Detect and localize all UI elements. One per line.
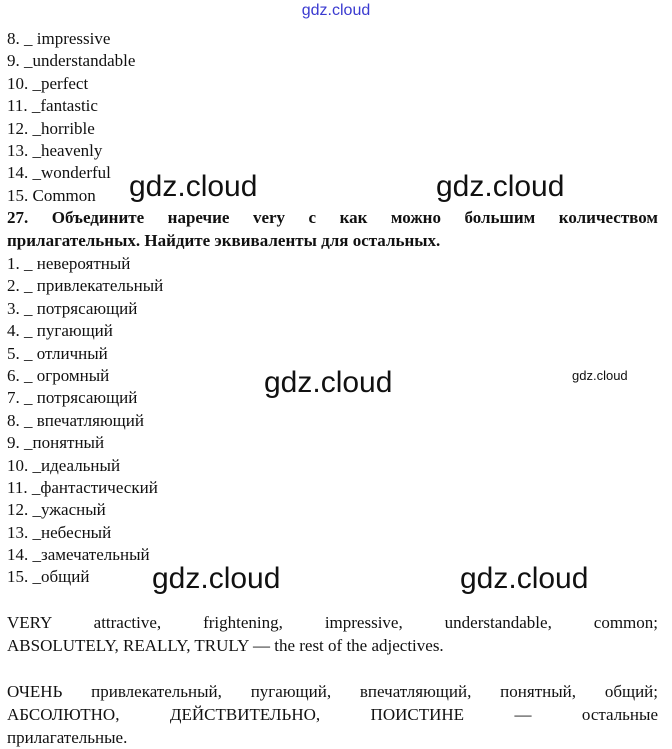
watermark: gdz.cloud	[264, 366, 393, 399]
english-list-item: 13. _heavenly	[7, 140, 103, 160]
english-list-item: 8. _ impressive	[7, 29, 111, 48]
russian-list-item: 13. _небесный	[7, 522, 112, 542]
russian-adjective-list	[7, 253, 163, 589]
watermark: gdz.cloud	[572, 368, 628, 383]
answer-english-line-1: VERY attractive, frightening, impressive, understandable, common;	[7, 613, 658, 632]
answer-english	[7, 611, 658, 657]
task-heading-line-2: прилагательных. Найдите эквиваленты для остальных.	[7, 231, 441, 250]
watermark: gdz.cloud	[152, 562, 281, 595]
answer-russian-line-2: АБСОЛЮТНО, ДЕЙСТВИТЕЛЬНО, ПОИСТИНЕ — остальные	[7, 705, 658, 724]
russian-list-item: 14. _замечательный	[7, 545, 150, 565]
answer-english-line-2: ABSOLUTELY, REALLY, TRULY — the rest of the adjectives.	[7, 636, 444, 655]
english-list-item: 14. _wonderful	[7, 163, 111, 183]
russian-list-item: 3. _ потрясающий	[7, 298, 138, 318]
russian-list-item: 12. _ужасный	[7, 500, 106, 520]
answer-russian-line-1: ОЧЕНЬ привлекательный, пугающий, впечатляющий, понятный, общий;	[7, 682, 658, 701]
watermark: gdz.cloud	[129, 170, 258, 203]
russian-list-item: 9. _понятный	[7, 433, 105, 453]
russian-list-item: 7. _ потрясающий	[7, 388, 138, 408]
task-heading	[7, 206, 658, 252]
english-adjective-list	[7, 28, 135, 207]
english-list-item: 10. _perfect	[7, 73, 89, 93]
watermark: gdz.cloud	[460, 562, 589, 595]
watermark: gdz.cloud	[436, 170, 565, 203]
english-list-item: 12. _horrible	[7, 118, 95, 138]
answer-russian-line-3: прилагательные.	[7, 728, 128, 747]
russian-list-item: 2. _ привлекательный	[7, 276, 164, 296]
russian-list-item: 4. _ пугающий	[7, 321, 113, 341]
russian-list-item: 11. _фантастический	[7, 477, 158, 497]
russian-list-item: 1. _ невероятный	[7, 254, 131, 273]
russian-list-item: 8. _ впечатляющий	[7, 410, 144, 430]
english-list-item: 11. _fantastic	[7, 96, 98, 116]
task-heading-line-1: 27. Объедините наречие very с как можно большим количеством	[7, 208, 658, 227]
english-list-item: 9. _understandable	[7, 51, 136, 71]
russian-list-item: 6. _ огромный	[7, 365, 110, 385]
answer-russian	[7, 680, 658, 749]
russian-list-item: 10. _идеальный	[7, 455, 121, 475]
english-list-item: 15. Common	[7, 185, 96, 205]
watermark-top: gdz.cloud	[301, 2, 371, 19]
russian-list-item: 15. _общий	[7, 567, 90, 587]
russian-list-item: 5. _ отличный	[7, 343, 108, 363]
